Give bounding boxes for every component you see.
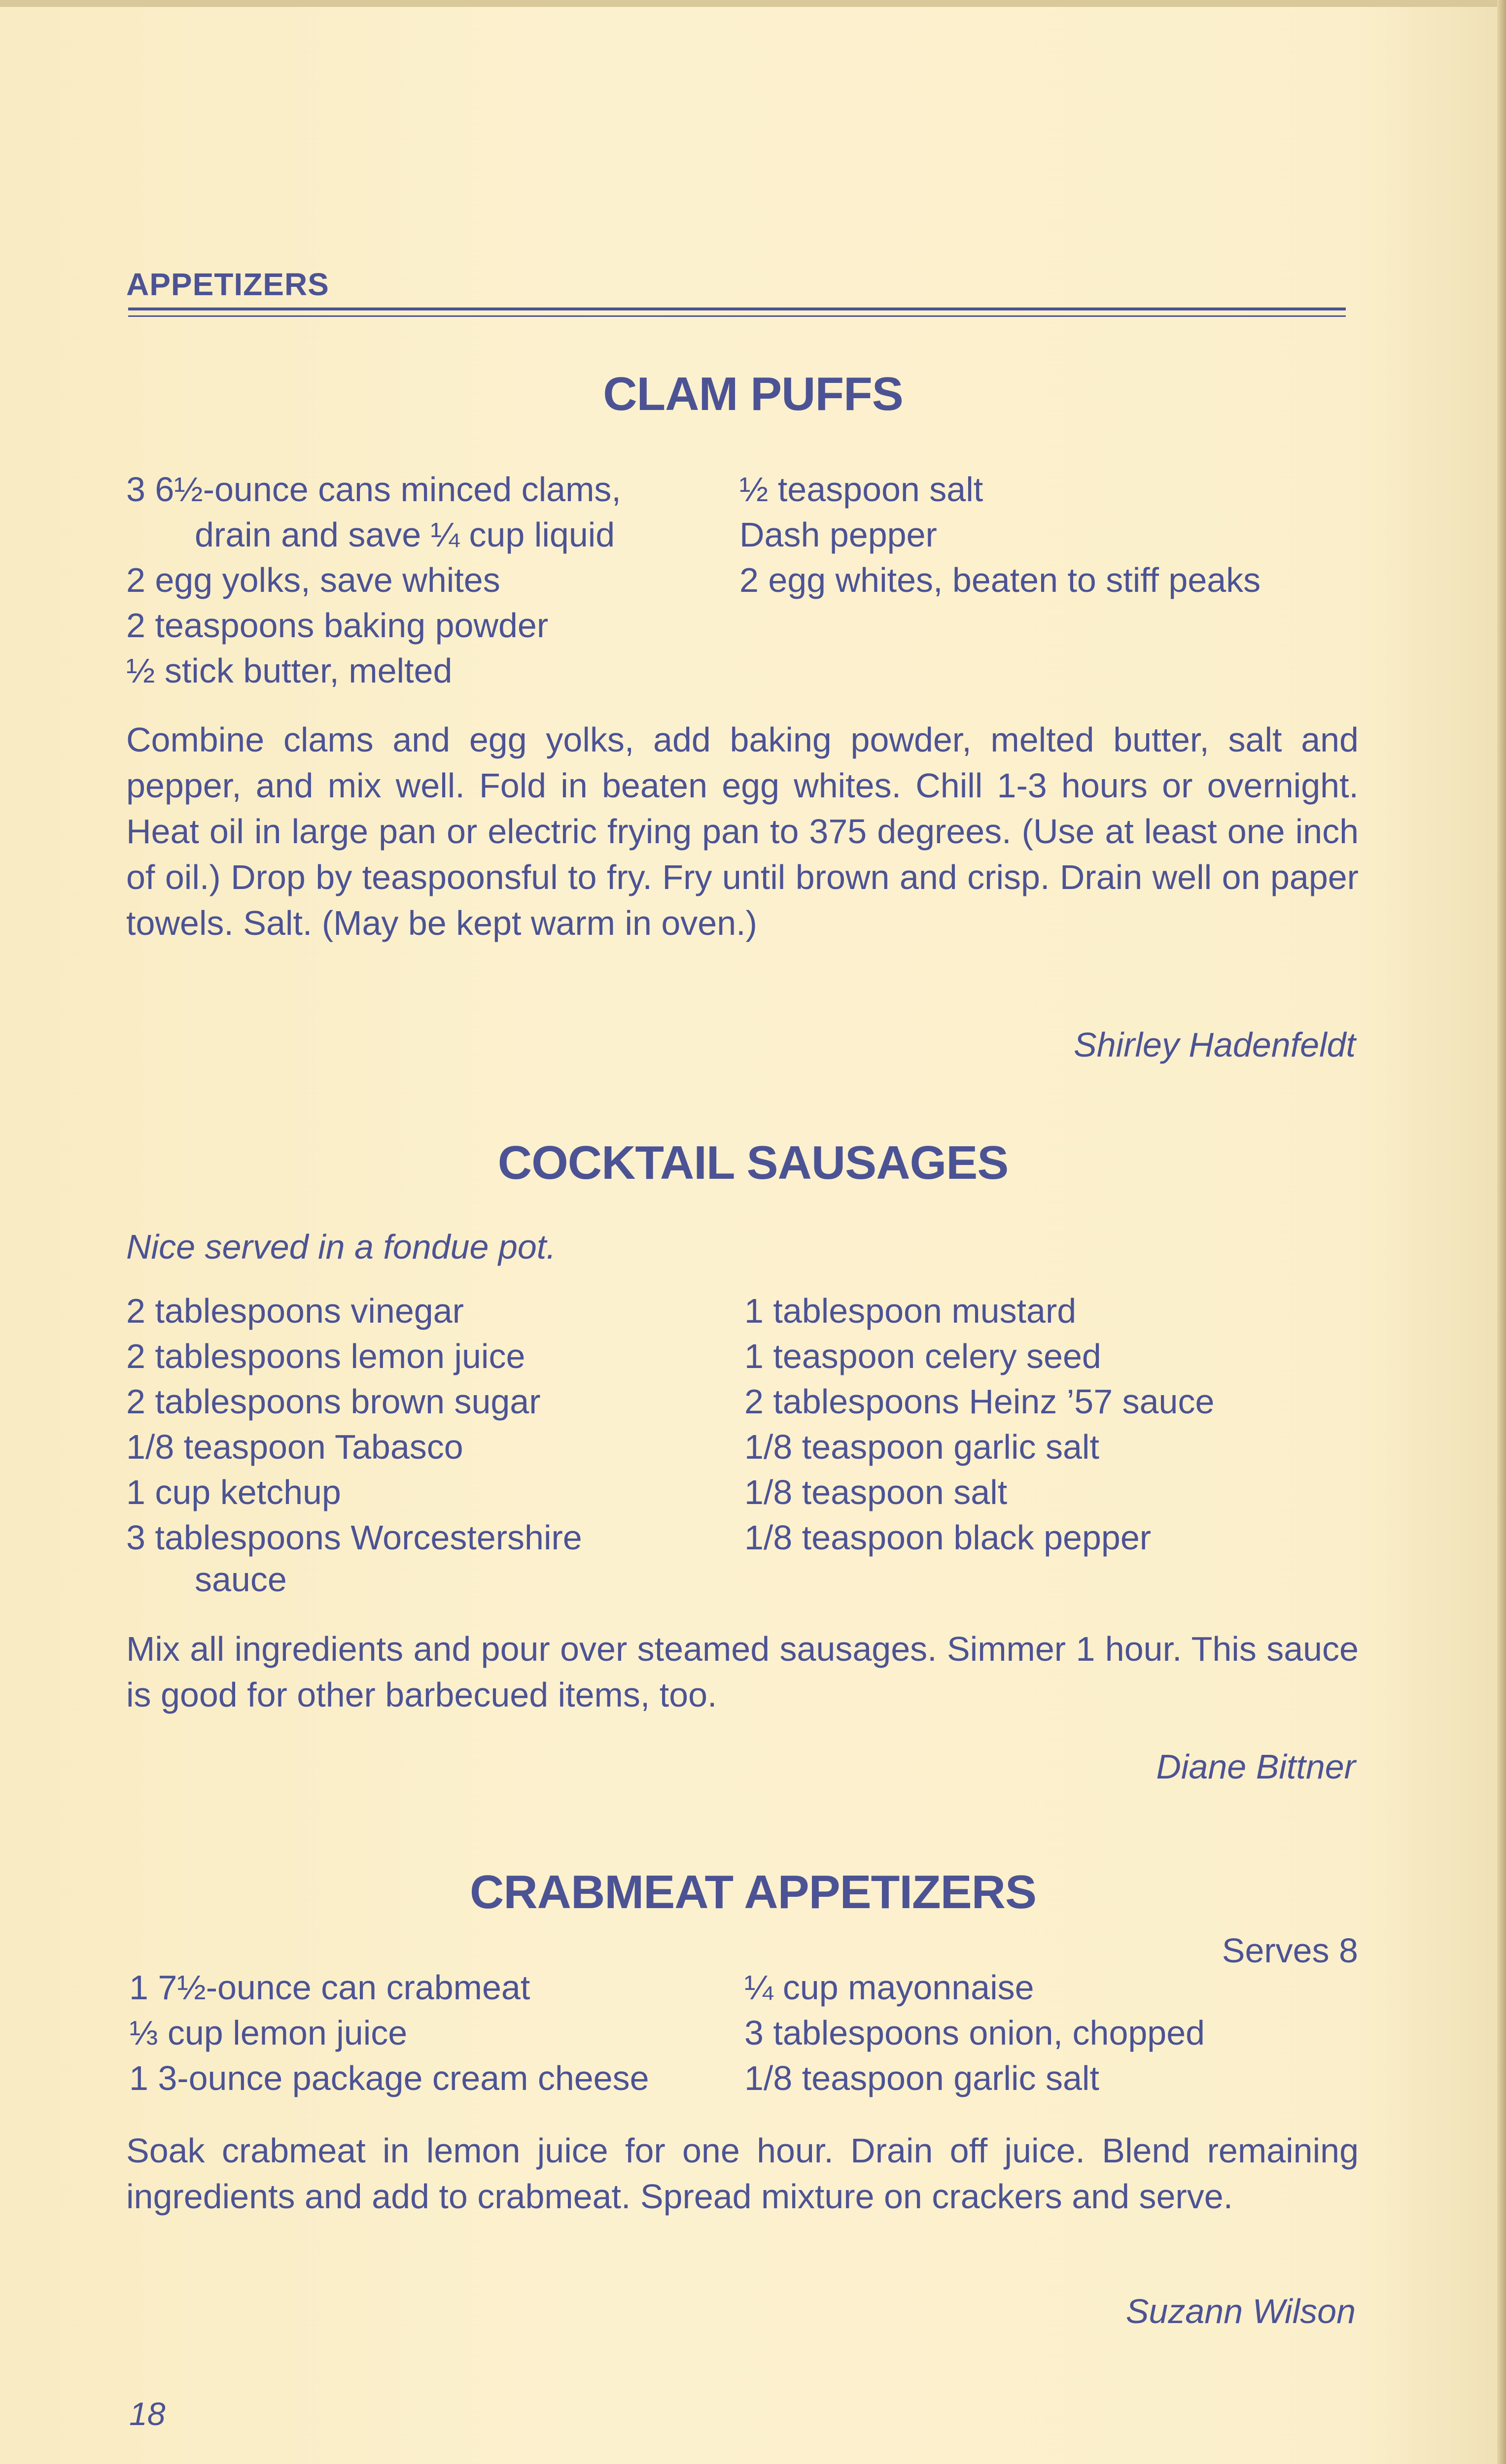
header-rule-thick	[128, 308, 1346, 310]
recipe-title: CRABMEAT APPETIZERS	[469, 1866, 1037, 1918]
recipe-title: CLAM PUFFS	[603, 368, 903, 420]
ingredient: 1 7½-ounce can crabmeat	[129, 1968, 530, 2007]
ingredient: ½ stick butter, melted	[126, 651, 453, 690]
recipe-title: COCKTAIL SAUSAGES	[497, 1136, 1009, 1189]
ingredient: ½ teaspoon salt	[739, 470, 983, 509]
section-heading: APPETIZERS	[126, 267, 329, 302]
recipe-yield: Serves 8	[1222, 1931, 1358, 1970]
header-rule-thin	[128, 315, 1346, 317]
ingredient: 1/8 teaspoon salt	[744, 1473, 1008, 1511]
ingredient: 2 tablespoons Heinz ’57 sauce	[744, 1382, 1215, 1421]
ingredient: 3 6½-ounce cans minced clams,	[126, 470, 621, 509]
recipe-directions: Mix all ingredients and pour over steamed sausages. Simmer 1 hour. This sauce is good for other barbecued items, too.	[126, 1630, 1359, 1714]
ingredient: 1 tablespoon mustard	[744, 1292, 1077, 1330]
ingredient: Dash pepper	[739, 515, 937, 554]
ingredient: 1/8 teaspoon garlic salt	[744, 2059, 1099, 2097]
ingredient: 2 tablespoons brown sugar	[126, 1382, 541, 1421]
recipe-directions: Combine clams and egg yolks, add baking powder, melted butter, salt and pepper, and mix well. Fold in beaten egg whites. Chill 1-3 hours or overnight. Heat oil in large pan or electric frying pan to 375 degrees. (Use at least one inch of oil.) Drop by teaspoonsful to fry. Fry until brown and crisp. Drain well on paper towels. Salt. (May be kept warm in oven.)	[126, 720, 1359, 942]
ingredient: 2 egg whites, beaten to stiff peaks	[739, 561, 1261, 599]
ingredient: 1 teaspoon celery seed	[744, 1337, 1101, 1375]
ingredient: sauce	[195, 1560, 287, 1599]
ingredient: 2 egg yolks, save whites	[126, 561, 500, 599]
recipe-author: Diane Bittner	[1156, 1747, 1356, 1786]
ingredient: 1 3-ounce package cream cheese	[129, 2059, 649, 2097]
recipe-author: Shirley Hadenfeldt	[1074, 1026, 1356, 1064]
page-number: 18	[129, 2396, 166, 2432]
recipe-author: Suzann Wilson	[1125, 2292, 1356, 2330]
ingredient: 2 teaspoons baking powder	[126, 606, 549, 645]
ingredient: ⅓ cup lemon juice	[129, 2014, 408, 2052]
ingredient: drain and save ¼ cup liquid	[195, 515, 615, 554]
ingredient: 2 tablespoons lemon juice	[126, 1337, 525, 1375]
ingredient: 2 tablespoons vinegar	[126, 1292, 464, 1330]
ingredient: 3 tablespoons onion, chopped	[744, 2014, 1205, 2052]
recipe-note: Nice served in a fondue pot.	[126, 1228, 556, 1266]
page-top-edge	[0, 0, 1506, 7]
recipe-directions: Soak crabmeat in lemon juice for one hour. Drain off juice. Blend remaining ingredients and add to crabmeat. Spread mixture on crackers and serve.	[126, 2131, 1359, 2216]
ingredient: ¼ cup mayonnaise	[744, 1968, 1034, 2007]
ingredient: 3 tablespoons Worcestershire	[126, 1518, 582, 1557]
ingredient: 1/8 teaspoon black pepper	[744, 1518, 1152, 1557]
ingredient: 1 cup ketchup	[126, 1473, 341, 1511]
ingredient: 1/8 teaspoon Tabasco	[126, 1428, 463, 1466]
ingredient: 1/8 teaspoon garlic salt	[744, 1428, 1099, 1466]
